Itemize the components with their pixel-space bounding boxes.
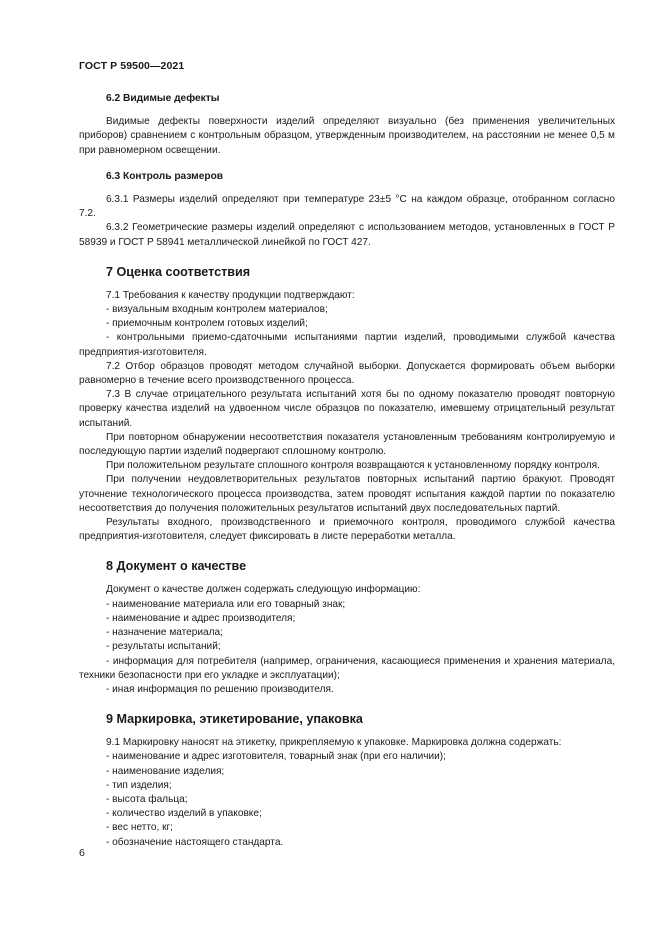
section-6-3-1-paragraph: 6.3.1 Размеры изделий определяют при температуре 23±5 °С на каждом образце, отобранном согласно 7.2.	[79, 194, 615, 220]
list-item: - тип изделия;	[106, 779, 172, 791]
section-9-1-paragraph: 9.1 Маркировку наносят на этикетку, прикрепляемую к упаковке. Маркировка должна содержать:	[106, 737, 562, 749]
section-9-title: 9 Маркировка, этикетирование, упаковка	[106, 712, 363, 727]
list-item: - визуальным входным контролем материалов;	[106, 304, 328, 316]
paragraph: Результаты входного, производственного и приемочного контроля, проводимого службой качества предприятия-изготовителя, следует фиксировать в листе переработки металла.	[79, 517, 615, 543]
list-item: - контрольными приемо-сдаточными испытаниями партии изделий, проводимыми службой качества предприятия-изготовителя.	[79, 332, 615, 358]
section-7-title: 7 Оценка соответствия	[106, 264, 251, 279]
list-item: - наименование изделия;	[106, 765, 225, 777]
list-item: - иная информация по решению производителя.	[106, 683, 334, 695]
list-item: - результаты испытаний;	[106, 641, 221, 653]
list-item: - информация для потребителя (например, ограничения, касающиеся применения и хранения материала, техники безопасности при его укладке и эксплуатации);	[79, 655, 615, 681]
section-8-title: 8 Документ о качестве	[106, 559, 247, 574]
list-item: - вес нетто, кг;	[106, 822, 173, 834]
list-item: - обозначение настоящего стандарта.	[106, 836, 284, 848]
list-item: - наименование и адрес производителя;	[106, 612, 296, 624]
list-item: - наименование материала или его товарный знак;	[106, 598, 346, 610]
paragraph: При положительном результате сплошного контроля возвращаются к установленному порядку контроля.	[106, 460, 600, 472]
page-content	[79, 92, 615, 850]
section-6-2-paragraph: Видимые дефекты поверхности изделий определяют визуально (без применения увеличительных приборов) сравнением с контрольным образцом, утвержденным производителем, на расстоянии не менее 0,5 м при равномерном освещении.	[79, 116, 615, 156]
section-7-3-paragraph: 7.3 В случае отрицательного результата испытаний хотя бы по одному показателю проводят повторную проверку качества изделий на удвоенном числе образцов по показателю, имевшему отрицательный результат испытаний.	[79, 389, 615, 429]
paragraph: При повторном обнаружении несоответствия показателя установленным требованиям контролируемую и последующую партии изделий подвергают сплошному контролю.	[79, 431, 615, 458]
page-number: 6	[79, 847, 85, 859]
list-item: - приемочным контролем готовых изделий;	[106, 318, 308, 330]
section-7-1-paragraph: 7.1 Требования к качеству продукции подтверждают:	[106, 289, 355, 301]
section-8-intro: Документ о качестве должен содержать следующую информацию:	[106, 584, 421, 596]
section-6-2-title: 6.2 Видимые дефекты	[106, 93, 220, 104]
list-item: - высота фальца;	[106, 793, 188, 805]
section-7-2-paragraph: 7.2 Отбор образцов проводят методом случайной выборки. Допускается формировать объем выборки равномерно в течение всего производственного процесса.	[79, 360, 615, 387]
list-item: - назначение материала;	[106, 627, 223, 639]
list-item: - количество изделий в упаковке;	[106, 808, 262, 820]
list-item: - наименование и адрес изготовителя, товарный знак (при его наличии);	[106, 751, 446, 763]
section-6-3-2-paragraph: 6.3.2 Геометрические размеры изделий определяют с использованием методов, установленных в ГОСТ Р 58939 и ГОСТ Р 58941 металлической линейкой по ГОСТ 427.	[79, 222, 615, 248]
standard-header: ГОСТ Р 59500—2021	[79, 60, 185, 72]
paragraph: При получении неудовлетворительных результатов повторных испытаний партию бракуют. Проводят уточнение технологического процесса производства, затем проводят испытания каждой партии по показателю несоответствия до получения положительных результатов испытаний двух последовательных партий.	[79, 474, 615, 514]
section-6-3-title: 6.3 Контроль размеров	[106, 170, 224, 182]
